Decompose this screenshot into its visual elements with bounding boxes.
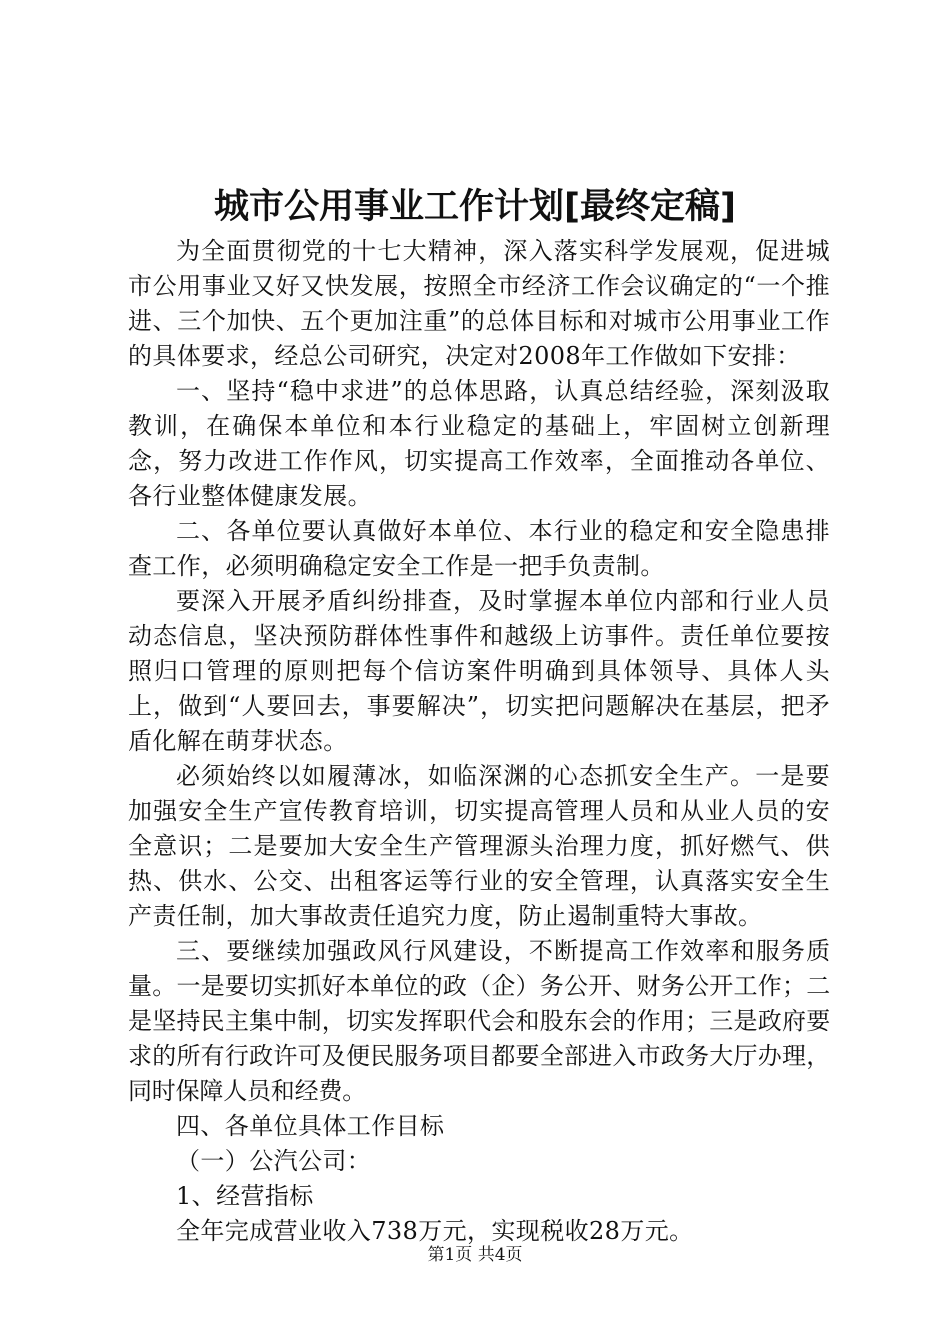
page-footer: 第1页 共4页 — [427, 1245, 523, 1265]
paragraph-dispute-screening: 要深入开展矛盾纠纷排查，及时掌握本单位内部和行业人员动态信息，坚决预防群体性事件和越级上访事件。责任单位要按照归口管理的原则把每个信访案件明确到具体领导、具体人头上，做到“人要回去，事要解决”，切实把问题解决在基层，把矛盾化解在萌芽状态。 — [128, 587, 830, 755]
paragraph-business-indicators-heading: 1、经营指标 — [176, 1182, 314, 1210]
paragraph-bus-company-heading: （一）公汽公司： — [176, 1147, 372, 1175]
document-title: 城市公用事业工作计划[最终定稿] — [214, 187, 736, 227]
paragraph-safety-production: 必须始终以如履薄冰，如临深渊的心态抓安全生产。一是要加强安全生产宣传教育培训，切实提高管理人员和从业人员的安全意识；二是要加大安全生产管理源头治理力度，抓好燃气、供热、供水、公交、出租客运等行业的安全管理，认真落实安全生产责任制，加大事故责任追究力度，防止遏制重特大事故。 — [128, 762, 830, 930]
paragraph-intro: 为全面贯彻党的十七大精神，深入落实科学发展观，促进城市公用事业又好又快发展，按照全市经济工作会议确定的“一个推进、三个加快、五个更加注重”的总体目标和对城市公用事业工作的具体要求，经总公司研究，决定对2008年工作做如下安排： — [128, 237, 830, 370]
paragraph-revenue-target: 全年完成营业收入738万元，实现税收28万元。 — [176, 1217, 694, 1245]
document-body — [128, 234, 830, 1249]
paragraph-section-2: 二、各单位要认真做好本单位、本行业的稳定和安全隐患排查工作，必须明确稳定安全工作是一把手负责制。 — [128, 517, 830, 580]
paragraph-section-3: 三、要继续加强政风行风建设，不断提高工作效率和服务质量。一是要切实抓好本单位的政（企）务公开、财务公开工作；二是坚持民主集中制，切实发挥职代会和股东会的作用；三是政府要求的所有行政许可及便民服务项目都要全部进入市政务大厅办理，同时保障人员和经费。 — [128, 937, 830, 1105]
paragraph-section-1: 一、坚持“稳中求进”的总体思路，认真总结经验，深刻汲取教训，在确保本单位和本行业稳定的基础上，牢固树立创新理念，努力改进工作作风，切实提高工作效率，全面推动各单位、各行业整体健康发展。 — [128, 377, 830, 510]
paragraph-section-4-heading: 四、各单位具体工作目标 — [176, 1112, 445, 1140]
